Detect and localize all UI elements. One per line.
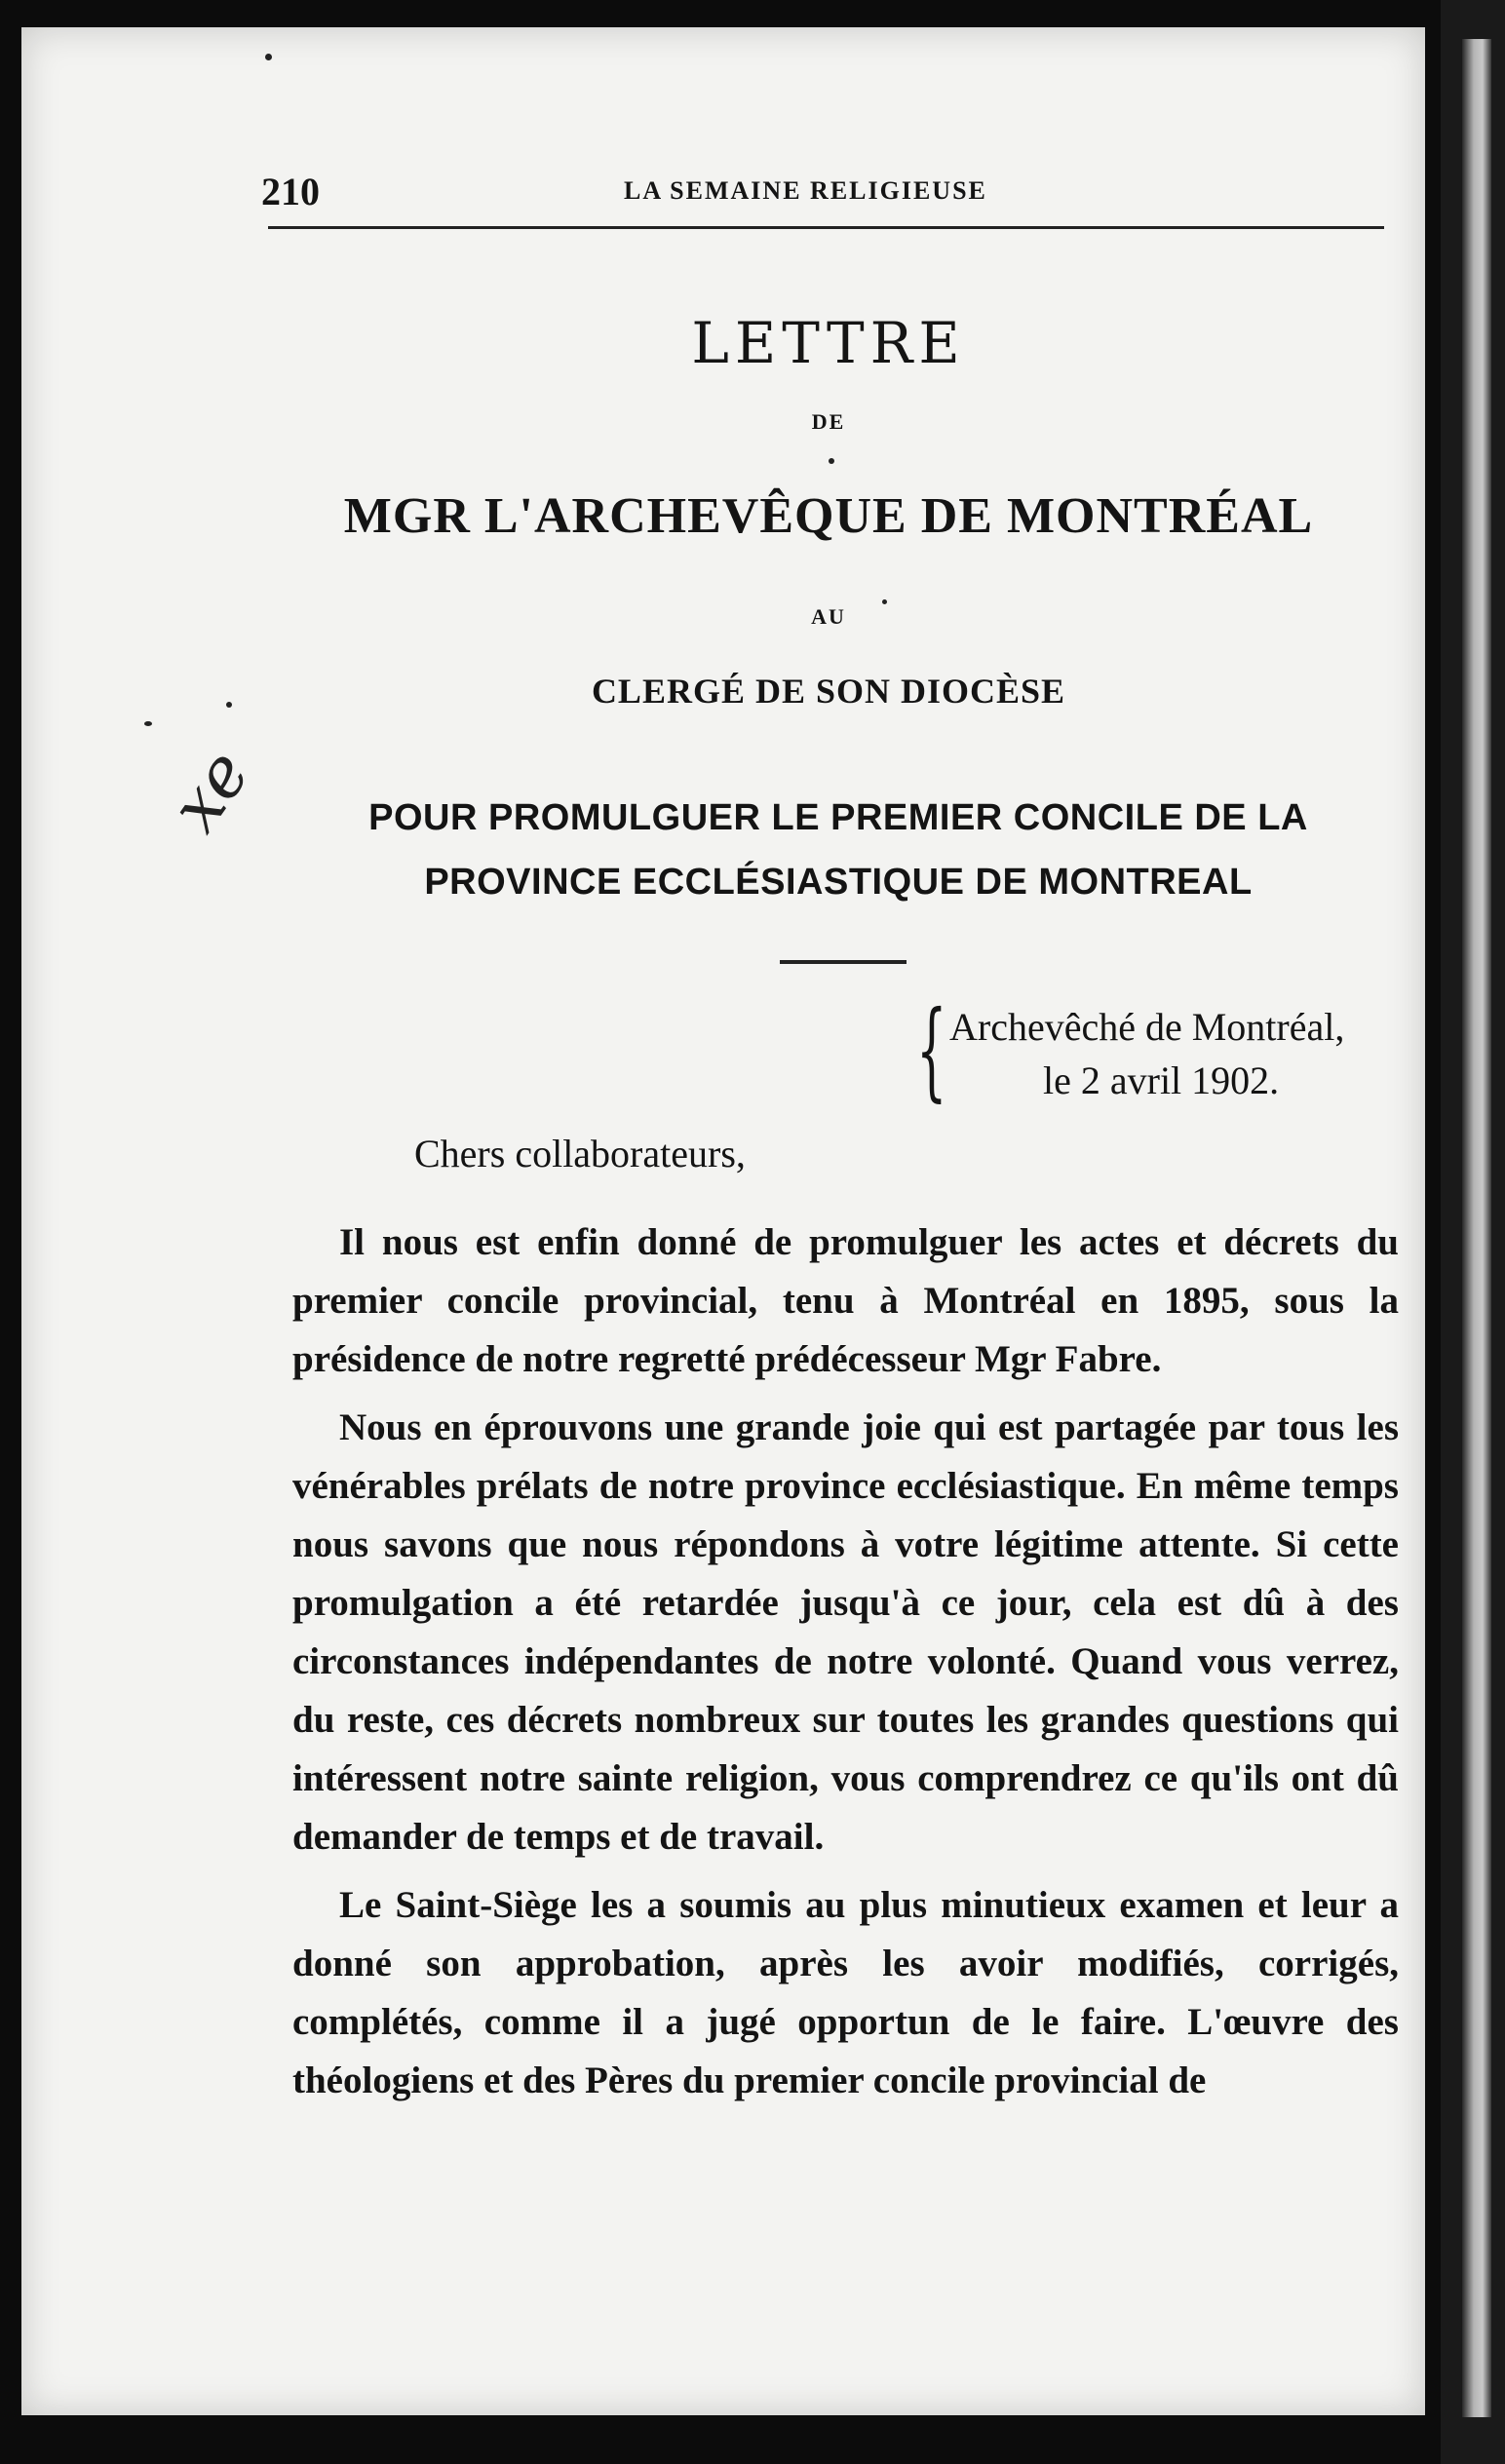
dateline-date: le 2 avril 1902. (1043, 1059, 1280, 1102)
adjacent-page-highlight (1462, 39, 1491, 2417)
page-number: 210 (261, 170, 320, 213)
scan-speck (144, 721, 152, 726)
title-archbishop: MGR L'ARCHEVÊQUE DE MONTRÉAL (343, 488, 1314, 544)
title-purpose: POUR PROMULGUER LE PREMIER CONCILE DE LA PROVINCE ECCLÉSIASTIQUE DE MONTREAL (368, 797, 1308, 903)
dateline-place: Archevêché de Montréal, (949, 1005, 1345, 1049)
title-de: DE (811, 409, 846, 434)
scan-speck (265, 54, 272, 60)
scan-speck (829, 458, 834, 464)
running-head: LA SEMAINE RELIGIEUSE (624, 176, 987, 205)
paragraph: Nous en éprouvons une grande joie qui est partagée par tous les vénérables prélats de notre province ecclésiastique. En même temps nous savons que nous répondons à votre légitime attente. Si cette promulgation a été retardée jusqu'à ce jour, cela est dû à des circonstances indépendantes de notre volonté. Quand vous verrez, du reste, ces décrets nombreux sur toutes les grandes questions qui intéressent notre sainte religion, vous comprendrez ce qu'ils ont dû demander de temps et de travail. (292, 1406, 1399, 1858)
scan-speck (882, 599, 887, 604)
salutation: Chers collaborateurs, (414, 1132, 746, 1175)
title-lettre: LETTRE (691, 310, 966, 376)
paragraph: Il nous est enfin donné de promulguer les actes et décrets du premier concile provincial, tenu à Montréal en 1895, sous la présidence de notre regretté prédécesseur Mgr Fabre. (292, 1221, 1399, 1380)
page-header (244, 161, 1384, 219)
brace-glyph: { (916, 987, 947, 1112)
title-clergy: CLERGÉ DE SON DIOCÈSE (591, 672, 1066, 711)
scan-speck (226, 702, 232, 708)
header-rule (268, 226, 1384, 229)
dateline (916, 987, 1404, 1112)
letter-body (292, 1213, 1399, 2120)
section-divider (780, 960, 907, 964)
paragraph: Le Saint-Siège les a soumis au plus minutieux examen et leur a donné son approbation, après les avoir modifiés, corrigés, complétés, comme il a jugé opportun de le faire. L'œuvre des théologiens et des Pères du premier concile provincial de (292, 1884, 1399, 2101)
title-au: AU (811, 604, 846, 629)
handwritten-margin-note: xe (154, 735, 266, 846)
